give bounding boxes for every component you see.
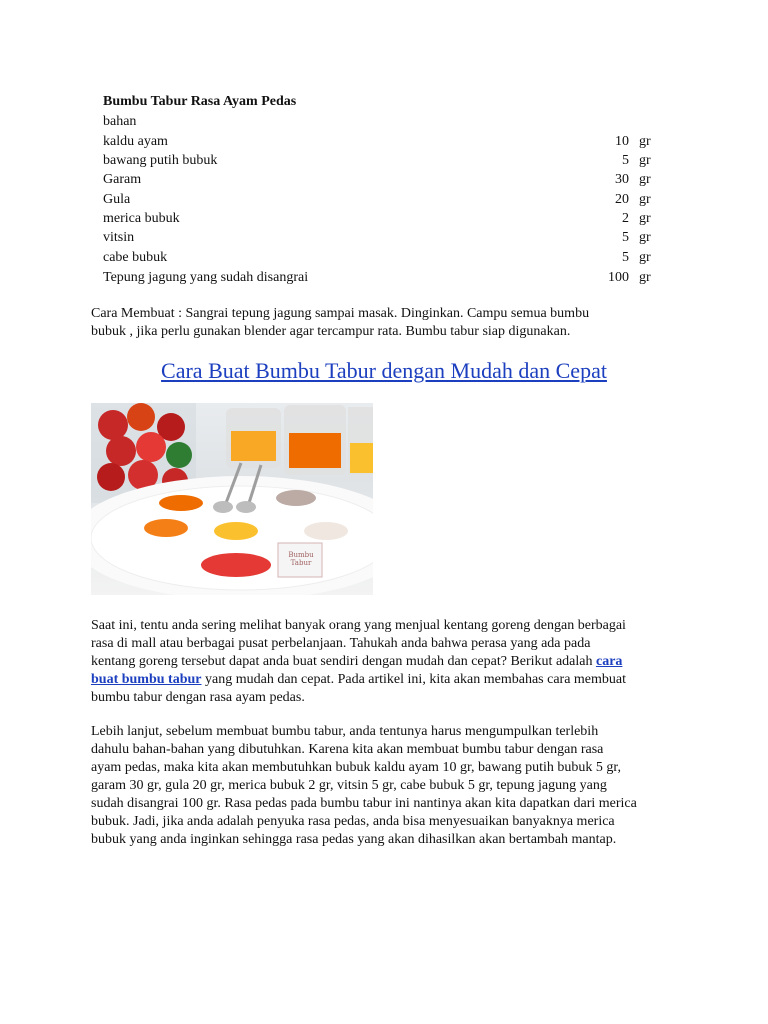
- ingredient-row: [103, 230, 663, 249]
- ingredient-row: [103, 192, 663, 211]
- paragraph-line: ayam pedas, maka kita akan membutuhkan bubuk kaldu ayam 10 gr, bawang putih bubuk 5 gr,: [91, 760, 621, 775]
- paragraph-line: [91, 671, 691, 689]
- ingredient-name: cabe bubuk: [103, 250, 168, 265]
- article-paragraph-2: [91, 723, 691, 849]
- paragraph-line: garam 30 gr, gula 20 gr, merica bubuk 2 gr, vitsin 5 gr, cabe bubuk 5 gr, tepung jagung yang: [91, 778, 607, 793]
- ingredient-row: [103, 172, 663, 191]
- cara-buat-bumbu-tabur-link-continued[interactable]: buat bumbu tabur: [91, 672, 202, 687]
- ingredient-row: [103, 270, 663, 289]
- ingredient-unit: gr: [639, 230, 651, 245]
- ingredient-unit: gr: [639, 134, 651, 149]
- paragraph-line: Saat ini, tentu anda sering melihat banyak orang yang menjual kentang goreng dengan berbagai: [91, 618, 626, 633]
- ingredient-name: vitsin: [103, 230, 135, 245]
- ingredient-unit: gr: [639, 153, 651, 168]
- ingredient-amount: 2: [622, 211, 629, 226]
- spice-bowls-illustration: [91, 403, 373, 595]
- ingredient-unit: gr: [639, 250, 651, 265]
- ingredient-unit: gr: [639, 211, 651, 226]
- ingredient-row: [103, 211, 663, 230]
- paragraph-line: dahulu bahan-bahan yang dibutuhkan. Karena kita akan membuat bumbu tabur dengan rasa: [91, 742, 604, 757]
- ingredient-name: Tepung jagung yang sudah disangrai: [103, 270, 309, 285]
- paragraph-line: bubuk. Jadi, jika anda adalah penyuka rasa pedas, anda bisa menyesuaikan banyaknya merica: [91, 814, 615, 829]
- paragraph-text: kentang goreng tersebut dapat anda buat sendiri dengan mudah dan cepat? Berikut adalah: [91, 654, 596, 669]
- ingredient-amount: 30: [615, 172, 629, 187]
- image-watermark: Bumbu Tabur: [288, 551, 314, 567]
- method-line: Cara Membuat : Sangrai tepung jagung sampai masak. Dinginkan. Campu semua bumbu: [91, 306, 590, 321]
- ingredient-amount: 5: [622, 230, 629, 245]
- article-paragraph-1: [91, 617, 691, 707]
- article-photo: [91, 403, 373, 595]
- paragraph-line: [91, 653, 691, 671]
- ingredient-name: merica bubuk: [103, 211, 180, 226]
- ingredient-name: bawang putih bubuk: [103, 153, 218, 168]
- bahan-label-row: [103, 114, 663, 133]
- paragraph-line: rasa di mall atau berbagai pusat perbelanjaan. Tahukah anda bahwa perasa yang ada pada: [91, 636, 591, 651]
- method-line: bubuk , jika perlu gunakan blender agar tercampur rata. Bumbu tabur siap digunakan.: [91, 324, 571, 339]
- ingredient-name: kaldu ayam: [103, 134, 168, 149]
- method-paragraph: [91, 305, 691, 341]
- paragraph-text: yang mudah dan cepat. Pada artikel ini, kita akan membahas cara membuat: [201, 672, 627, 687]
- ingredient-row: [103, 153, 663, 172]
- ingredient-row: [103, 250, 663, 269]
- ingredient-amount: 5: [622, 250, 629, 265]
- paragraph-line: Lebih lanjut, sebelum membuat bumbu tabur, anda tentunya harus mengumpulkan terlebih: [91, 724, 599, 739]
- ingredient-amount: 5: [622, 153, 629, 168]
- ingredient-unit: gr: [639, 270, 651, 285]
- paragraph-line: bubuk yang anda inginkan sehingga rasa pedas yang akan dihasilkan akan bertambah mantap.: [91, 832, 617, 847]
- paragraph-line: bumbu tabur dengan rasa ayam pedas.: [91, 690, 305, 705]
- ingredient-amount: 100: [608, 270, 629, 285]
- ingredient-unit: gr: [639, 192, 651, 207]
- ingredient-row: [103, 134, 663, 153]
- ingredient-name: Garam: [103, 172, 142, 187]
- recipe-title: Bumbu Tabur Rasa Ayam Pedas: [103, 94, 297, 109]
- ingredient-amount: 20: [615, 192, 629, 207]
- cara-buat-bumbu-tabur-link[interactable]: cara: [595, 654, 623, 669]
- ingredient-name: Gula: [103, 192, 131, 207]
- ingredient-unit: gr: [639, 172, 651, 187]
- bahan-label: bahan: [103, 114, 137, 129]
- ingredient-amount: 10: [615, 134, 629, 149]
- article-heading-link[interactable]: Cara Buat Bumbu Tabur dengan Mudah dan Cepat: [161, 358, 607, 383]
- paragraph-line: sudah disangrai 100 gr. Rasa pedas pada bumbu tabur ini nantinya akan kita dapatkan dari merica: [91, 796, 637, 811]
